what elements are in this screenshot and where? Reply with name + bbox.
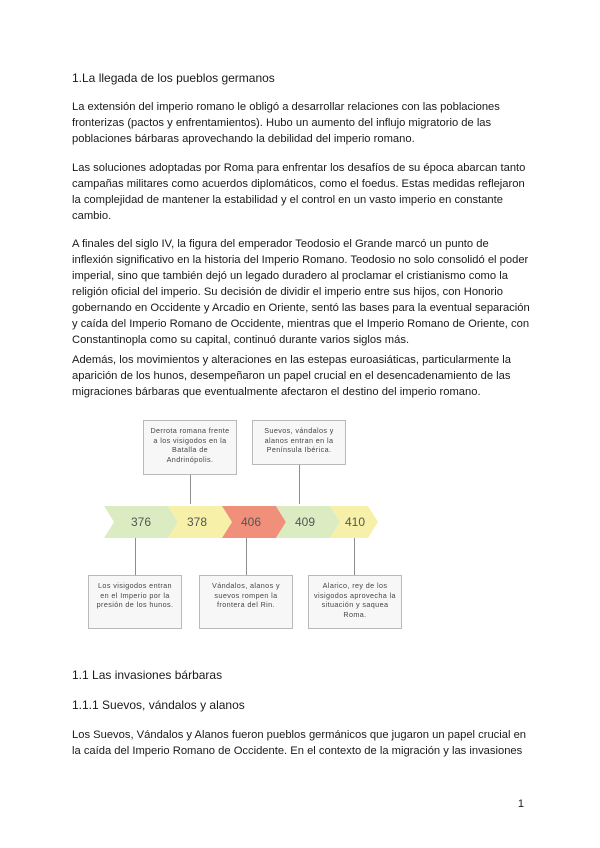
paragraph-5: Los Suevos, Vándalos y Alanos fueron pueblos germánicos que jugaron un papel crucial en la caída del Imperio Romano de Occidente. En el contexto de la migración y las invasiones — [72, 729, 527, 757]
paragraph-3: A finales del siglo IV, la figura del emperador Teodosio el Grande marcó un punto de inflexión significativo en la historia del Imperio Romano. Teodosio no solo consolidó el poder imperial, sino que también dejó un legado duradero al proclamar el cristianismo como la religión oficial del imperio. Su decisión de dividir el imperio entre sus hijos, con Honorio gobernando en Occidente y Arcadio en Oriente, sentó las bases para la eventual separación y caída del Imperio Romano de Occidente, mientras que el Imperio Romano de Oriente, con Constantinopla como su capital, continuó durante varios siglos más. — [72, 238, 530, 346]
year-409: 409 — [294, 515, 316, 529]
year-376: 376 — [130, 515, 152, 529]
timeline-arrows — [80, 504, 520, 544]
connector-378 — [190, 475, 191, 504]
page-number: 1 — [517, 798, 524, 810]
connector-406 — [246, 538, 247, 575]
subsection-heading-1-1-1: 1.1.1 Suevos, vándalos y alanos — [72, 698, 245, 712]
paragraph-4: Además, los movimientos y alteraciones en las estepas euroasiáticas, particularmente la aparición de los hunos, desempeñaron un papel crucial en el desencadenamiento de las migraciones bárbaras que eventualmente afectaron el destino del imperio romano. — [72, 354, 512, 398]
timeline-event-406-box — [199, 575, 293, 629]
connector-410 — [354, 538, 355, 575]
timeline-event-409-text: Suevos, vándalos y alanos entran en la Península Ibérica. — [264, 426, 334, 454]
paragraph-1: La extensión del imperio romano le obligó a desarrollar relaciones con las poblaciones fronterizas (pactos y enfrentamientos). Hubo un aumento del influjo migratorio de las poblaciones bárbaras aprovechando la debilidad del imperio romano. — [72, 101, 500, 145]
year-378: 378 — [186, 515, 208, 529]
timeline-event-410-box — [308, 575, 402, 629]
timeline-event-378-text: Derrota romana frente a los visigodos en la Batalla de Andrinópolis. — [150, 426, 230, 464]
timeline-event-410-text: Alarico, rey de los visigodos aprovecha la situación y saquea Roma. — [314, 581, 396, 619]
year-406: 406 — [240, 515, 262, 529]
timeline-event-376-box — [88, 575, 182, 629]
timeline-event-378-box — [143, 420, 237, 475]
year-410: 410 — [344, 515, 366, 529]
subsection-heading-1-1: 1.1 Las invasiones bárbaras — [72, 668, 223, 682]
timeline-event-409-box — [252, 420, 346, 465]
connector-409 — [299, 465, 300, 504]
timeline-diagram — [80, 410, 520, 642]
timeline-event-406-text: Vándalos, alanos y suevos rompen la frontera del Rin. — [212, 581, 280, 609]
paragraph-2: Las soluciones adoptadas por Roma para enfrentar los desafíos de su época abarcan tanto campañas militares como acuerdos diplomáticos, como el foedus. Estas medidas reflejaron la complejidad de mantener la estabilidad y el control en un vasto imperio en constante cambio. — [72, 162, 526, 222]
section-heading: 1.La llegada de los pueblos germanos — [72, 71, 275, 85]
timeline-event-376-text: Los visigodos entran en el Imperio por la presión de los hunos. — [96, 581, 174, 609]
connector-376 — [135, 538, 136, 575]
